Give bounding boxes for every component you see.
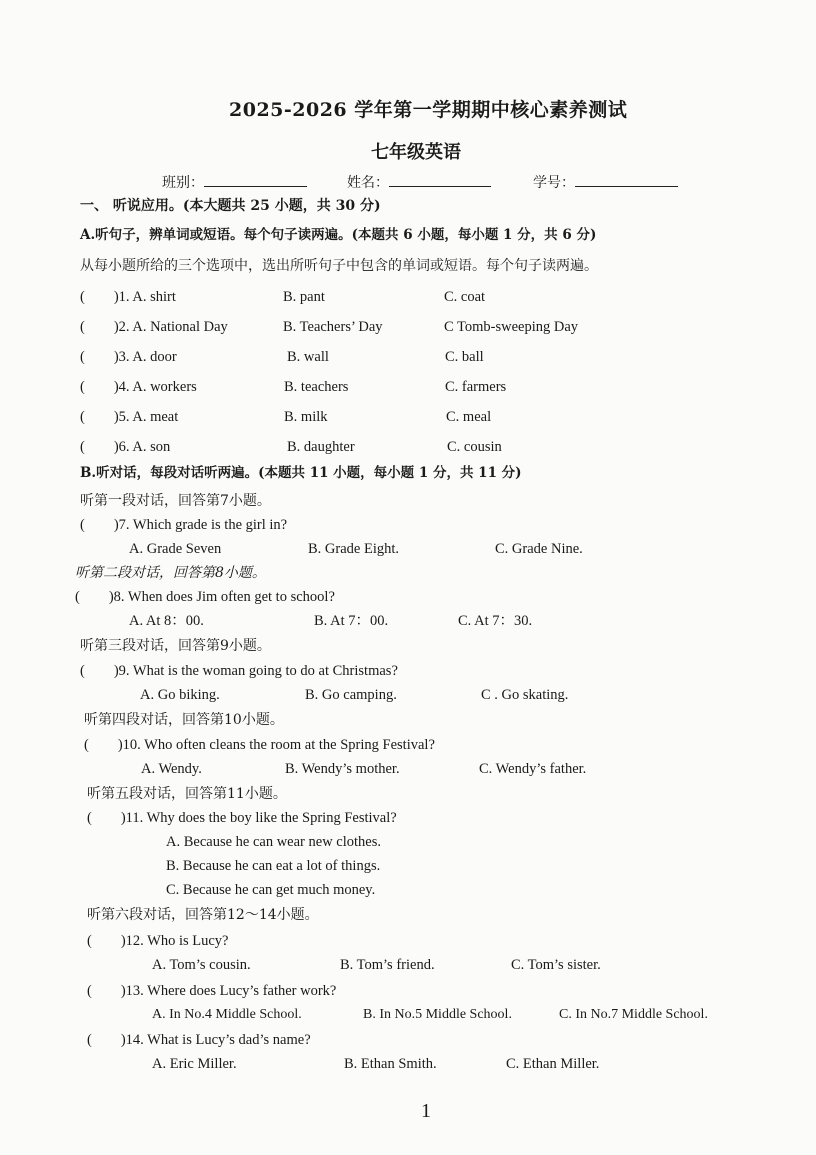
section-1-heading: 一、 听说应用。(本大题共 25 小题，共 30 分) (80, 198, 381, 214)
dialogue-5-instruction: 听第五段对话，回答第11小题。 (87, 786, 287, 802)
question-8: ( )8. When does Jim often get to school? (75, 589, 335, 605)
q4-option-c: C. farmers (445, 379, 507, 395)
q8-option-c: C. At 7：30. (458, 613, 533, 629)
student-id-field (533, 174, 678, 190)
q13-option-b: B. In No.5 Middle School. (363, 1007, 512, 1022)
q6-option-c: C. cousin (447, 439, 502, 455)
q13-option-a: A. In No.4 Middle School. (152, 1007, 302, 1022)
q5-option-b: B. milk (284, 409, 328, 425)
question-14: ( )14. What is Lucy’s dad’s name? (87, 1032, 311, 1048)
q2-option-c: C Tomb-sweeping Day (444, 319, 579, 335)
q14-option-c: C. Ethan Miller. (506, 1056, 600, 1072)
q2-option-b: B. Teachers’ Day (283, 319, 383, 335)
q13-option-c: C. In No.7 Middle School. (559, 1007, 708, 1022)
dialogue-1-instruction: 听第一段对话，回答第7小题。 (80, 493, 271, 509)
q1-option-b: B. pant (283, 289, 325, 305)
q9-option-c: C . Go skating. (481, 687, 569, 703)
question-11: ( )11. Why does the boy like the Spring Festival? (87, 810, 397, 826)
q14-option-a: A. Eric Miller. (152, 1056, 237, 1072)
q7-option-b: B. Grade Eight. (308, 541, 400, 557)
exam-subtitle: 七年级英语 (371, 142, 461, 163)
q3-option-b: B. wall (287, 349, 329, 365)
question-12: ( )12. Who is Lucy? (87, 933, 229, 949)
question-9: ( )9. What is the woman going to do at Christmas? (80, 663, 398, 679)
class-field (162, 174, 307, 190)
question-5: ( )5. A. meat (80, 409, 179, 425)
q5-option-c: C. meal (446, 409, 492, 425)
dialogue-3-instruction: 听第三段对话，回答第9小题。 (80, 638, 271, 654)
q7-option-c: C. Grade Nine. (495, 541, 583, 557)
q14-option-b: B. Ethan Smith. (344, 1056, 437, 1072)
q9-option-b: B. Go camping. (305, 687, 397, 703)
q9-option-a: A. Go biking. (140, 687, 220, 703)
q6-option-b: B. daughter (287, 439, 355, 455)
dialogue-6-instruction: 听第六段对话，回答第12～14小题。 (87, 907, 319, 923)
exam-title: 2025-2026 学年第一学期期中核心素养测试 (229, 99, 628, 121)
q10-option-a: A. Wendy. (141, 761, 202, 777)
dialogue-4-instruction: 听第四段对话，回答第10小题。 (84, 712, 284, 728)
question-6: ( )6. A. son (80, 439, 171, 455)
question-1: ( )1. A. shirt (80, 289, 176, 305)
q11-option-c: C. Because he can get much money. (166, 882, 376, 898)
q10-option-c: C. Wendy’s father. (479, 761, 587, 777)
question-3: ( )3. A. door (80, 349, 177, 365)
q10-option-b: B. Wendy’s mother. (285, 761, 400, 777)
q7-option-a: A. Grade Seven (129, 541, 222, 557)
question-10: ( )10. Who often cleans the room at the Spring Festival? (84, 737, 435, 753)
dialogue-2-instruction: 听第二段对话，回答第8小题。 (75, 565, 266, 581)
q4-option-b: B. teachers (284, 379, 349, 395)
class-blank (204, 174, 307, 187)
q1-option-c: C. coat (444, 289, 486, 305)
q11-option-a: A. Because he can wear new clothes. (166, 834, 381, 850)
question-13: ( )13. Where does Lucy’s father work? (87, 983, 337, 999)
part-a-instruction: 从每小题所给的三个选项中，选出所听句子中包含的单词或短语。每个句子读两遍。 (80, 258, 598, 274)
name-field (347, 174, 491, 190)
q8-option-b: B. At 7：00. (314, 613, 389, 629)
name-label: 姓名： (347, 175, 389, 191)
part-a-heading: A.听句子，辨单词或短语。每个句子读两遍。(本题共 6 小题，每小题 1 分，共 6 分) (80, 227, 597, 243)
student-id-blank (575, 174, 678, 187)
q12-option-b: B. Tom’s friend. (340, 957, 435, 973)
question-4: ( )4. A. workers (80, 379, 197, 395)
student-id-label: 学号： (533, 175, 575, 191)
q3-option-c: C. ball (445, 349, 484, 365)
question-2: ( )2. A. National Day (80, 319, 228, 335)
page-number: 1 (421, 1100, 431, 1122)
class-label: 班别： (162, 175, 204, 191)
question-7: ( )7. Which grade is the girl in? (80, 517, 288, 533)
part-b-heading: B.听对话，每段对话听两遍。(本题共 11 小题，每小题 1 分，共 11 分) (80, 465, 522, 481)
q12-option-c: C. Tom’s sister. (511, 957, 601, 973)
name-blank (389, 174, 491, 187)
q12-option-a: A. Tom’s cousin. (152, 957, 251, 973)
q11-option-b: B. Because he can eat a lot of things. (166, 858, 381, 874)
q8-option-a: A. At 8：00. (129, 613, 204, 629)
